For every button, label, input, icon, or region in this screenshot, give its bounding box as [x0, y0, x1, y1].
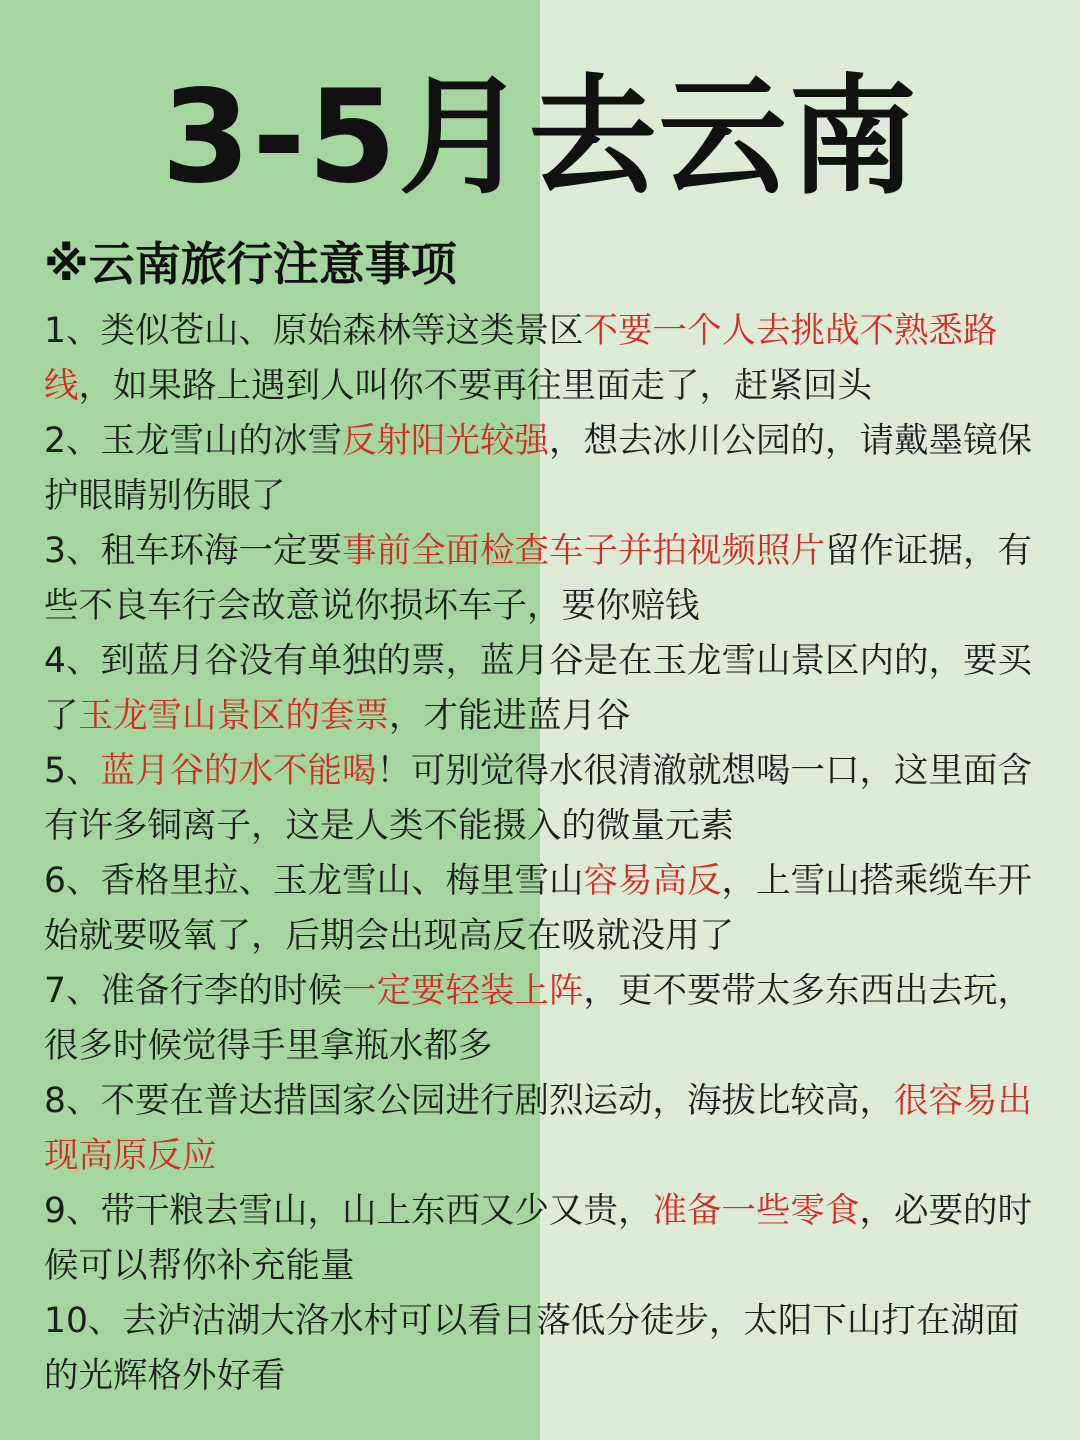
page-title: 3-5月去云南 — [161, 63, 919, 212]
tip-text: 6、香格里拉、玉龙雪山、梅里雪山 — [44, 861, 584, 901]
tip-highlight: 很容易出现高原反应 — [44, 1081, 1032, 1176]
tip-text: ，才能进蓝月谷 — [389, 696, 631, 736]
tip-item-7 — [44, 964, 1044, 1074]
tip-item-1 — [44, 304, 1044, 414]
tip-text: ，想去冰川公园的，请戴墨镜保护眼睛别伤眼了 — [44, 421, 1032, 516]
tip-text: 4、到蓝月谷没有单独的票，蓝月谷是在玉龙雪山景区内的，要买了 — [44, 641, 1032, 736]
tip-highlight: 蓝月谷的水不能喝 — [100, 751, 377, 791]
tip-text: ，必要的时候可以帮你补充能量 — [44, 1191, 1032, 1286]
tip-text: 9、带干粮去雪山，山上东西又少又贵， — [44, 1191, 653, 1231]
tip-text: 2、玉龙雪山的冰雪 — [44, 421, 342, 461]
tip-item-6 — [44, 854, 1044, 964]
tip-text: ！可别觉得水很清澈就想喝一口，这里面含有许多铜离子，这是人类不能摄入的微量元素 — [44, 751, 1032, 846]
tip-text: 留作证据，有些不良车行会故意说你损坏车子，要你赔钱 — [44, 531, 1032, 626]
tip-highlight: 事前全面检查车子并拍视频照片 — [341, 531, 825, 571]
tip-highlight: 容易高反 — [583, 861, 722, 901]
tip-highlight: 一定要轻装上阵 — [341, 971, 584, 1011]
tip-highlight: 反射阳光较强 — [341, 421, 549, 461]
tip-text: ，更不要带太多东西出去玩，很多时候觉得手里拿瓶水都多 — [44, 971, 1032, 1066]
tip-text: ，如果路上遇到人叫你不要再往里面走了，赶紧回头 — [78, 366, 872, 406]
tip-highlight: 玉龙雪山景区的套票 — [78, 696, 389, 736]
tip-item-5 — [44, 744, 1044, 854]
tip-item-8 — [44, 1074, 1044, 1184]
tip-text: ，上雪山搭乘缆车开始就要吸氧了，后期会出现高反在吸就没用了 — [44, 861, 1032, 956]
tip-item-3 — [44, 524, 1044, 634]
tip-highlight: 不要一个人去挑战不熟悉路线 — [44, 311, 998, 406]
tip-text: 3、租车环海一定要 — [44, 531, 342, 571]
tip-item-10 — [44, 1294, 1044, 1404]
tip-highlight: 准备一些零食 — [652, 1191, 860, 1231]
tip-text: 1、类似苍山、原始森林等这类景区 — [44, 311, 584, 351]
tip-text: 8、不要在普达措国家公园进行剧烈运动，海拔比较高， — [44, 1081, 894, 1121]
tip-text: 10、去泸沽湖大洛水村可以看日落低分徒步，太阳下山打在湖面的光辉格外好看 — [44, 1301, 1020, 1396]
tip-item-4 — [44, 634, 1044, 744]
tip-text: 5、 — [44, 751, 101, 791]
section-heading: ※云南旅行注意事项 — [44, 237, 457, 291]
tip-item-2 — [44, 414, 1044, 524]
tip-item-9 — [44, 1184, 1044, 1294]
tip-text: 7、准备行李的时候 — [44, 971, 342, 1011]
tips-list — [44, 304, 1044, 1404]
